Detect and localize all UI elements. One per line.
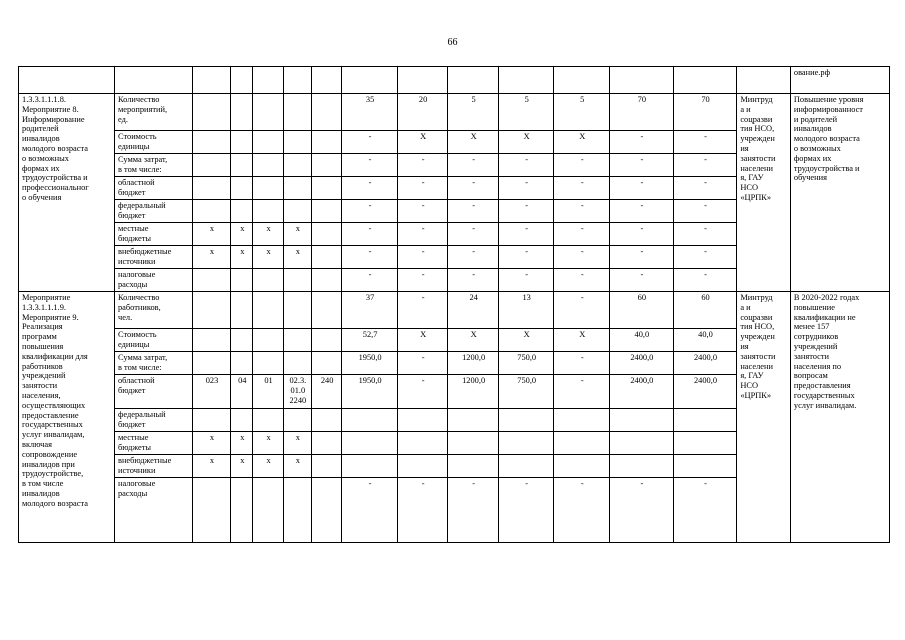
budget-code: х (192, 223, 230, 246)
value-cell: 70 (610, 94, 674, 131)
budget-code (231, 292, 253, 329)
cell-empty (342, 67, 398, 94)
value-cell: - (498, 269, 554, 292)
value-cell: Х (397, 329, 448, 352)
value-cell (448, 432, 499, 455)
value-cell: - (554, 200, 610, 223)
value-cell: - (397, 292, 448, 329)
budget-code (311, 177, 341, 200)
value-cell (498, 432, 554, 455)
value-cell: 5 (498, 94, 554, 131)
value-cell: - (397, 154, 448, 177)
value-cell: 70 (673, 94, 737, 131)
cell-empty (311, 67, 341, 94)
indicator-name: Сумма затрат, в том числе: (114, 352, 192, 375)
budget-code (192, 292, 230, 329)
value-cell: - (554, 352, 610, 375)
executor: Минтруд а и соцразви тия НСО, учрежден ия занятости населени я, ГАУ НСО «ЦРПК» (737, 94, 791, 292)
table-row (19, 292, 890, 329)
budget-code: х (231, 432, 253, 455)
event-title: Мероприятие 1.3.3.1.1.1.9. Мероприятие 9. Реализация программ повышения квалификации для работников учреждений занятости населения, осуществляющих предоставление государственных услуг инвалидам, включая сопровождение инвалидов при трудоустройстве, в том числе инвалидов молодого возраста (19, 292, 115, 543)
budget-code (231, 478, 253, 543)
value-cell: 2400,0 (610, 352, 674, 375)
value-cell: - (342, 223, 398, 246)
value-cell: 2400,0 (673, 352, 737, 375)
value-cell: 35 (342, 94, 398, 131)
value-cell: - (342, 246, 398, 269)
budget-code: х (231, 223, 253, 246)
value-cell: - (610, 200, 674, 223)
value-cell: Х (554, 329, 610, 352)
budget-code (231, 154, 253, 177)
table-row (19, 94, 890, 131)
value-cell (448, 409, 499, 432)
budget-code (253, 292, 283, 329)
value-cell (342, 455, 398, 478)
indicator-name: внебюджетные источники (114, 455, 192, 478)
budget-code: 023 (192, 375, 230, 409)
budget-code: 240 (311, 375, 341, 409)
value-cell: 2400,0 (610, 375, 674, 409)
value-cell: - (610, 269, 674, 292)
budget-code (192, 352, 230, 375)
budget-code (253, 478, 283, 543)
indicator-name: Стоимость единицы (114, 329, 192, 352)
budget-code (192, 154, 230, 177)
budget-code: 02.3. 01.0 2240 (283, 375, 311, 409)
value-cell: - (397, 200, 448, 223)
indicator-name: Количество работников, чел. (114, 292, 192, 329)
value-cell: 750,0 (498, 375, 554, 409)
value-cell: 1950,0 (342, 375, 398, 409)
budget-code (253, 94, 283, 131)
value-cell: - (673, 269, 737, 292)
budget-code (311, 478, 341, 543)
value-cell (673, 409, 737, 432)
value-cell: - (397, 478, 448, 543)
budget-code (283, 329, 311, 352)
budget-code (231, 94, 253, 131)
page-number: 66 (447, 37, 458, 48)
budget-code (231, 200, 253, 223)
budget-code (311, 352, 341, 375)
value-cell: - (554, 375, 610, 409)
value-cell: 37 (342, 292, 398, 329)
value-cell: - (554, 177, 610, 200)
value-cell: - (342, 478, 398, 543)
budget-code (311, 432, 341, 455)
budget-code (253, 329, 283, 352)
value-cell: - (448, 269, 499, 292)
budget-code (253, 409, 283, 432)
cell-empty (192, 67, 230, 94)
value-cell: - (342, 200, 398, 223)
value-cell: - (673, 246, 737, 269)
value-cell: - (448, 154, 499, 177)
value-cell: - (610, 154, 674, 177)
budget-code: х (253, 246, 283, 269)
value-cell: - (673, 478, 737, 543)
budget-code (253, 352, 283, 375)
value-cell: - (448, 177, 499, 200)
budget-code (283, 352, 311, 375)
indicator-name: Количество мероприятий, ед. (114, 94, 192, 131)
budget-code (192, 409, 230, 432)
indicator-name: налоговые расходы (114, 478, 192, 543)
budget-code: х (283, 223, 311, 246)
value-cell: - (498, 478, 554, 543)
budget-code: х (231, 455, 253, 478)
value-cell: - (448, 478, 499, 543)
budget-code (192, 94, 230, 131)
value-cell: - (554, 154, 610, 177)
program-events-table (18, 66, 890, 543)
budget-code: 04 (231, 375, 253, 409)
value-cell: Х (498, 131, 554, 154)
budget-code (253, 154, 283, 177)
value-cell: 20 (397, 94, 448, 131)
value-cell (610, 409, 674, 432)
cell-empty (610, 67, 674, 94)
value-cell: - (673, 200, 737, 223)
value-cell (554, 455, 610, 478)
budget-code (311, 329, 341, 352)
value-cell: - (342, 154, 398, 177)
budget-code: х (283, 455, 311, 478)
value-cell: - (498, 177, 554, 200)
value-cell: - (673, 154, 737, 177)
value-cell (397, 455, 448, 478)
budget-code (283, 200, 311, 223)
expected-result: В 2020-2022 годах повышение квалификации не менее 157 сотрудников учреждений занятости населения по вопросам предоставления государственных услуг инвалидам. (790, 292, 889, 543)
indicator-name: Сумма затрат, в том числе: (114, 154, 192, 177)
budget-code (283, 269, 311, 292)
budget-code (311, 131, 341, 154)
cell-empty (19, 67, 115, 94)
cell-empty (448, 67, 499, 94)
indicator-name: Стоимость единицы (114, 131, 192, 154)
budget-code (311, 94, 341, 131)
budget-code (192, 131, 230, 154)
value-cell: Х (448, 131, 499, 154)
value-cell: - (397, 352, 448, 375)
value-cell: Х (498, 329, 554, 352)
value-cell (342, 432, 398, 455)
value-cell: 24 (448, 292, 499, 329)
budget-code (283, 154, 311, 177)
cell-empty (231, 67, 253, 94)
value-cell: - (448, 200, 499, 223)
value-cell (397, 409, 448, 432)
expected-result: Повышение уровня информированност и родителей инвалидов молодого возраста о возможных формах их трудоустройства и обучения (790, 94, 889, 292)
budget-code: х (192, 432, 230, 455)
value-cell (448, 455, 499, 478)
indicator-name: областной бюджет (114, 177, 192, 200)
value-cell: 5 (448, 94, 499, 131)
budget-code: х (283, 246, 311, 269)
value-cell: - (673, 131, 737, 154)
value-cell (498, 455, 554, 478)
cell-empty (114, 67, 192, 94)
budget-code (311, 200, 341, 223)
value-cell: - (673, 177, 737, 200)
indicator-name: местные бюджеты (114, 432, 192, 455)
value-cell: 2400,0 (673, 375, 737, 409)
budget-code (231, 269, 253, 292)
cell-empty (397, 67, 448, 94)
budget-code: х (253, 223, 283, 246)
budget-code (192, 269, 230, 292)
value-cell: 5 (554, 94, 610, 131)
value-cell: 60 (610, 292, 674, 329)
value-cell: - (554, 478, 610, 543)
value-cell (554, 409, 610, 432)
value-cell: - (397, 223, 448, 246)
indicator-name: местные бюджеты (114, 223, 192, 246)
value-cell: - (554, 246, 610, 269)
budget-code (192, 478, 230, 543)
value-cell: - (342, 269, 398, 292)
value-cell (610, 432, 674, 455)
indicator-name: федеральный бюджет (114, 409, 192, 432)
budget-code (253, 131, 283, 154)
budget-code (253, 177, 283, 200)
value-cell: 13 (498, 292, 554, 329)
value-cell: 1950,0 (342, 352, 398, 375)
budget-code (283, 292, 311, 329)
budget-code (283, 131, 311, 154)
value-cell: Х (554, 131, 610, 154)
budget-code (283, 94, 311, 131)
cell-empty (283, 67, 311, 94)
budget-code: х (283, 432, 311, 455)
budget-code: х (253, 432, 283, 455)
budget-code (283, 177, 311, 200)
value-cell: 750,0 (498, 352, 554, 375)
value-cell: - (673, 223, 737, 246)
event-title: 1.3.3.1.1.1.8. Мероприятие 8. Информирование родителей инвалидов молодого возраста о возможных формах их трудоустройства и профессиональног о обучения (19, 94, 115, 292)
executor: Минтруд а и соцразви тия НСО, учрежден ия занятости населени я, ГАУ НСО «ЦРПК» (737, 292, 791, 543)
value-cell: - (498, 223, 554, 246)
budget-code (283, 409, 311, 432)
cell-empty (554, 67, 610, 94)
value-cell: - (610, 246, 674, 269)
budget-code (231, 352, 253, 375)
budget-code (311, 246, 341, 269)
budget-code (311, 269, 341, 292)
budget-code: 01 (253, 375, 283, 409)
budget-code (231, 131, 253, 154)
value-cell (673, 455, 737, 478)
continuation-row (19, 67, 890, 94)
budget-code: х (192, 246, 230, 269)
cell-empty (673, 67, 737, 94)
value-cell: - (397, 269, 448, 292)
budget-code (192, 200, 230, 223)
budget-code (253, 269, 283, 292)
budget-code (311, 292, 341, 329)
value-cell: - (342, 177, 398, 200)
indicator-name: федеральный бюджет (114, 200, 192, 223)
value-cell (673, 432, 737, 455)
budget-code: х (253, 455, 283, 478)
value-cell: 40,0 (673, 329, 737, 352)
budget-code (253, 200, 283, 223)
value-cell: - (498, 200, 554, 223)
value-cell (498, 409, 554, 432)
value-cell: 60 (673, 292, 737, 329)
budget-code (311, 223, 341, 246)
indicator-name: налоговые расходы (114, 269, 192, 292)
cell-empty (253, 67, 283, 94)
value-cell (397, 432, 448, 455)
budget-code (231, 409, 253, 432)
budget-code (311, 154, 341, 177)
value-cell: 40,0 (610, 329, 674, 352)
budget-code (311, 455, 341, 478)
value-cell: - (397, 375, 448, 409)
value-cell: - (397, 177, 448, 200)
cell-empty (498, 67, 554, 94)
value-cell: - (554, 269, 610, 292)
budget-code (231, 329, 253, 352)
value-cell: - (498, 154, 554, 177)
value-cell: - (498, 246, 554, 269)
indicator-name: областной бюджет (114, 375, 192, 409)
indicator-name: внебюджетные источники (114, 246, 192, 269)
value-cell (342, 409, 398, 432)
value-cell: - (397, 246, 448, 269)
budget-code (231, 177, 253, 200)
budget-code: х (231, 246, 253, 269)
result-fragment: ование.рф (790, 67, 889, 94)
budget-code (192, 329, 230, 352)
value-cell: - (610, 478, 674, 543)
value-cell: 1200,0 (448, 375, 499, 409)
value-cell: - (610, 131, 674, 154)
cell-empty (737, 67, 791, 94)
value-cell: 1200,0 (448, 352, 499, 375)
budget-code: х (192, 455, 230, 478)
value-cell: - (448, 246, 499, 269)
value-cell (610, 455, 674, 478)
budget-code (311, 409, 341, 432)
value-cell: 52,7 (342, 329, 398, 352)
value-cell: - (610, 223, 674, 246)
value-cell: - (342, 131, 398, 154)
budget-code (283, 478, 311, 543)
value-cell: - (554, 292, 610, 329)
value-cell: - (554, 223, 610, 246)
value-cell: - (610, 177, 674, 200)
value-cell (554, 432, 610, 455)
value-cell: Х (448, 329, 499, 352)
value-cell: Х (397, 131, 448, 154)
value-cell: - (448, 223, 499, 246)
budget-code (192, 177, 230, 200)
